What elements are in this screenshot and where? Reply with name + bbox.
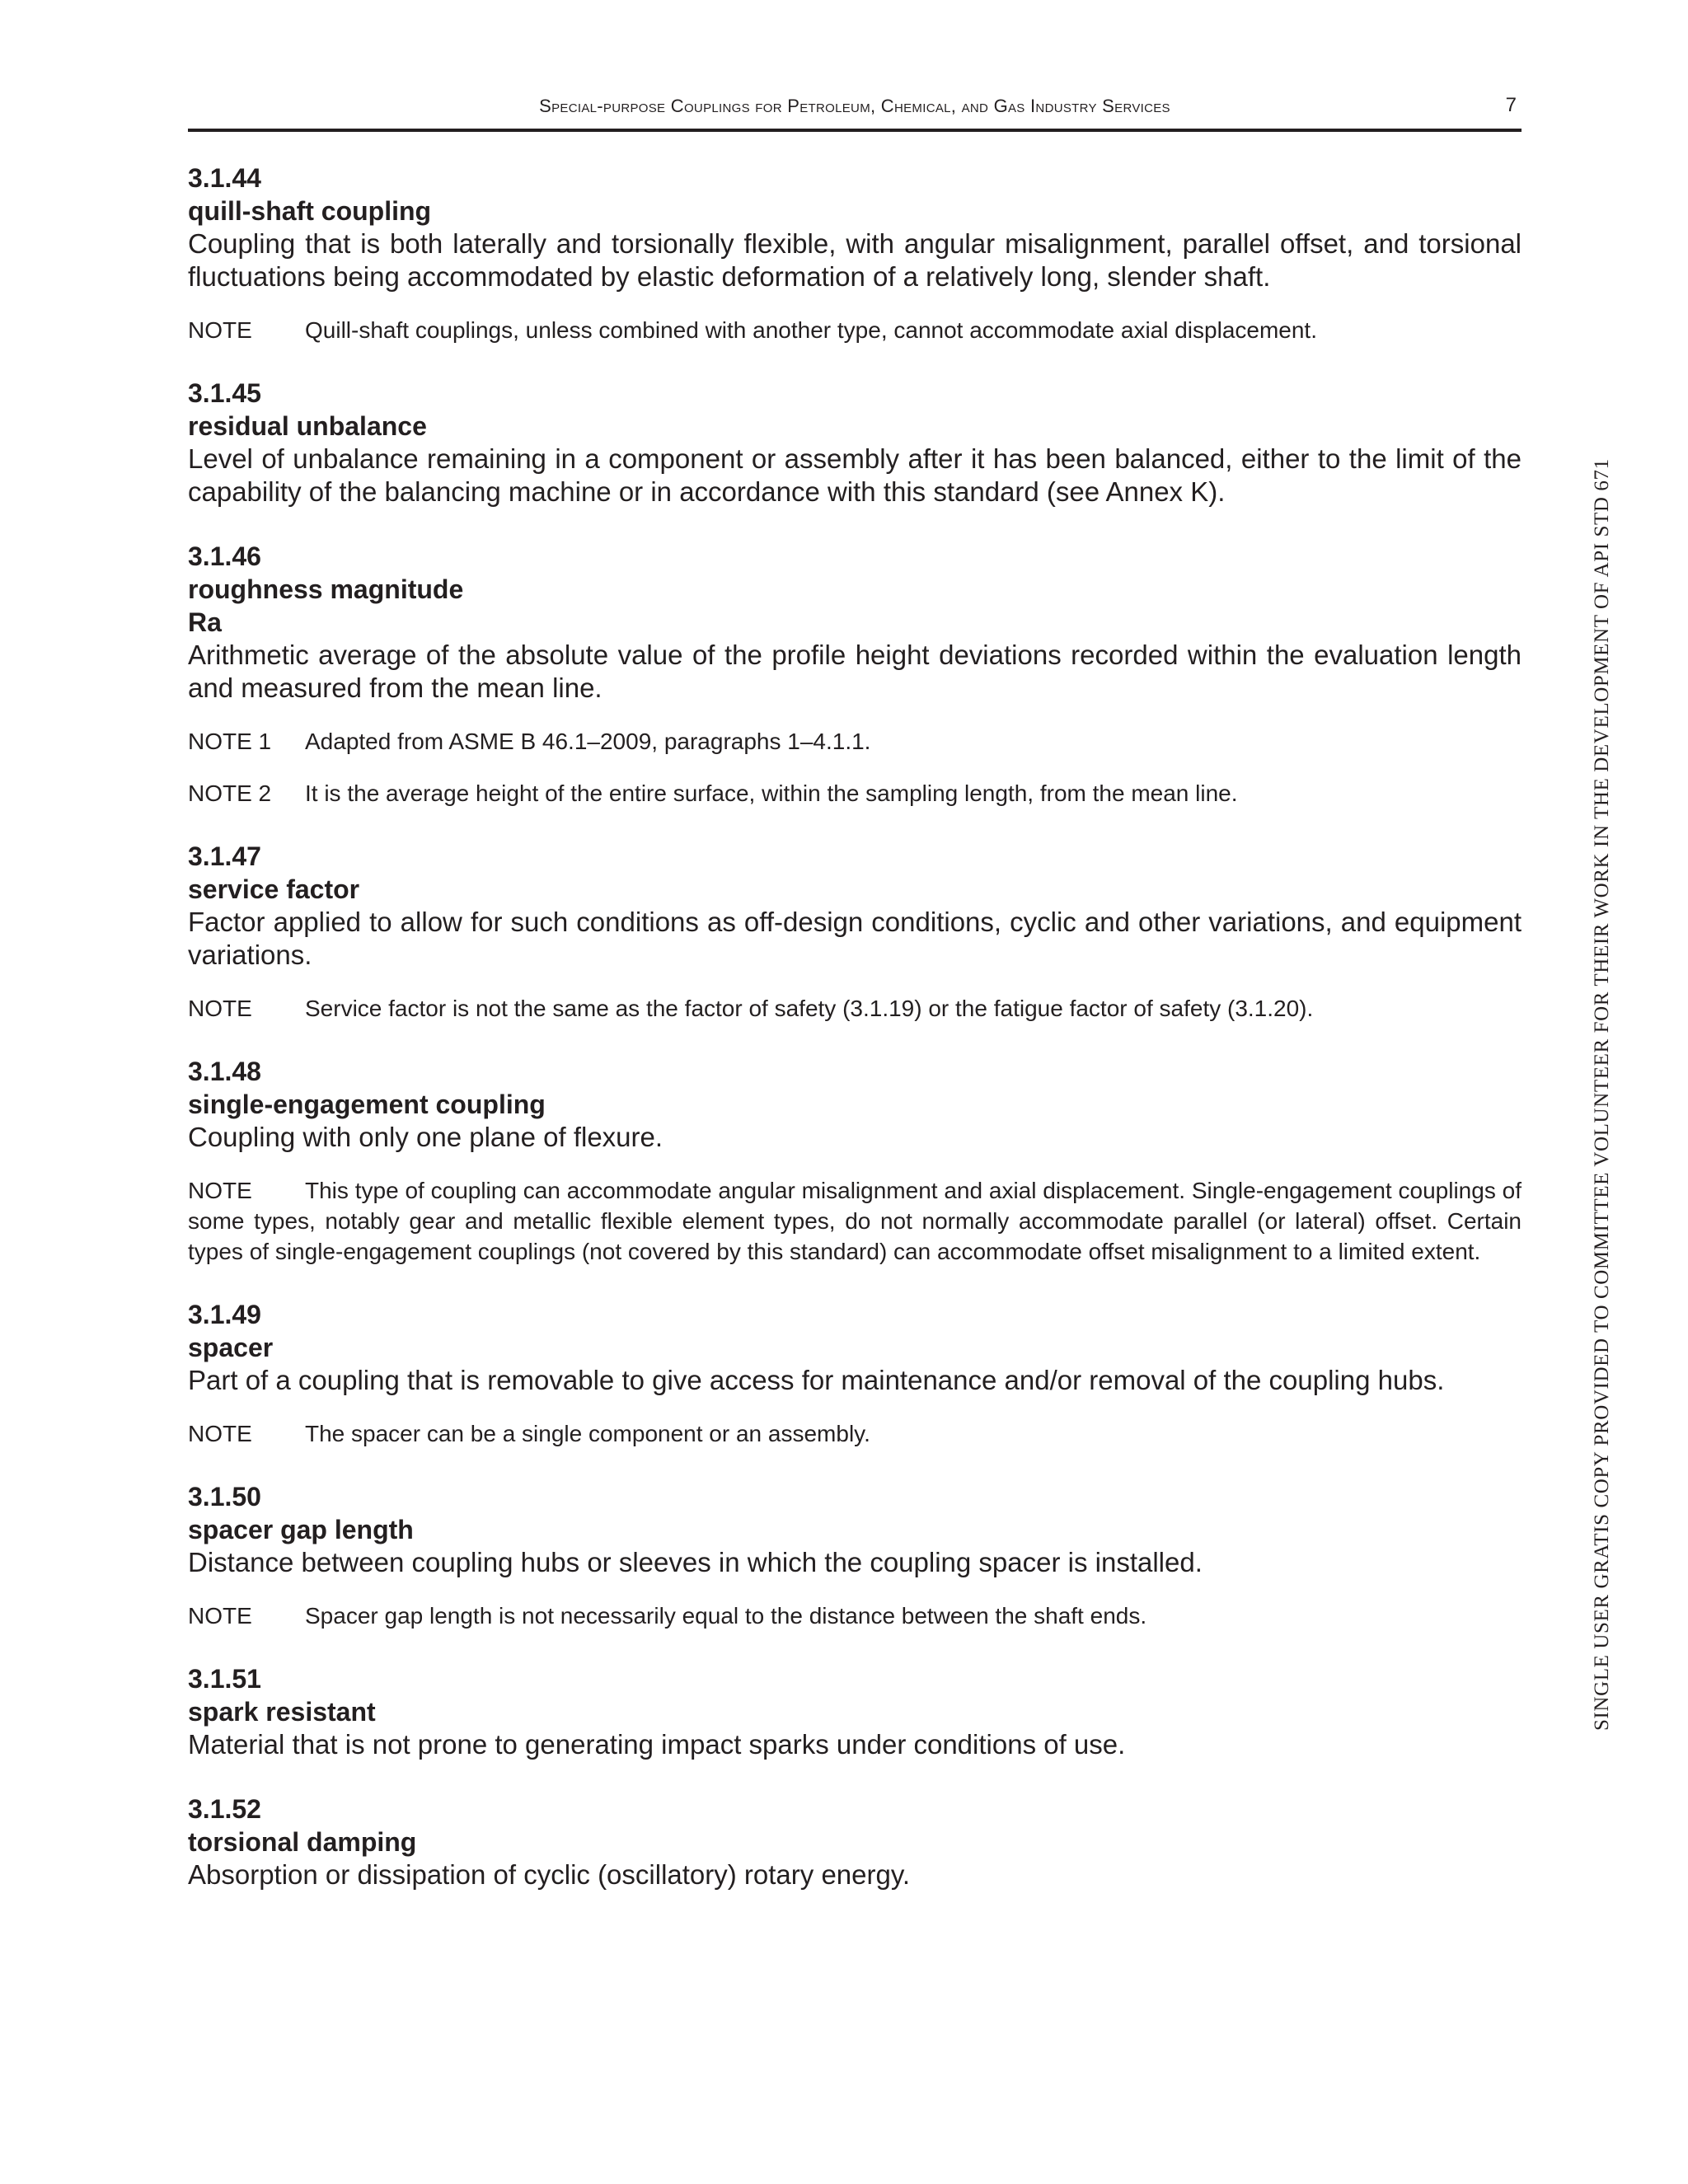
note-label: NOTE 1 bbox=[188, 729, 272, 754]
note-text: This type of coupling can accommodate angular misalignment and axial displacement. Single-engagement couplings of some types, notably gear and metallic flexible element types, do not normally accommodate parallel (or lateral) offset. Certain types of single-engagement couplings (not covered by this standard) can accommodate offset misalignment to a limited extent. bbox=[188, 1178, 1522, 1264]
entry-term: spacer gap length bbox=[188, 1515, 414, 1544]
definition-entry bbox=[188, 377, 1522, 509]
note-text: Adapted from ASME B 46.1–2009, paragraphs 1–4.1.1. bbox=[305, 729, 871, 754]
entry-term: torsional damping bbox=[188, 1827, 417, 1857]
entry-number: 3.1.48 bbox=[188, 1057, 261, 1086]
entry-symbol: Ra bbox=[188, 607, 222, 637]
definition-entry bbox=[188, 1298, 1522, 1449]
running-title: Special-purpose Couplings for Petroleum, Chemical, and Gas Industry Services bbox=[539, 96, 1170, 116]
entry-term: quill-shaft coupling bbox=[188, 196, 432, 226]
entry-term: single-engagement coupling bbox=[188, 1090, 546, 1119]
note-label: NOTE bbox=[188, 1421, 252, 1446]
note bbox=[188, 1418, 1522, 1449]
definition-entry bbox=[188, 1662, 1522, 1761]
entry-definition: Coupling that is both laterally and torsionally flexible, with angular misalignment, parallel offset, and torsional fluctuations being accommodated by elastic deformation of a relatively long, slender shaft. bbox=[188, 228, 1522, 292]
note-text: Spacer gap length is not necessarily equal to the distance between the shaft ends. bbox=[305, 1603, 1147, 1629]
entry-number: 3.1.45 bbox=[188, 378, 261, 408]
entry-term: spark resistant bbox=[188, 1697, 376, 1727]
entry-definition: Absorption or dissipation of cyclic (oscillatory) rotary energy. bbox=[188, 1859, 911, 1890]
note-label: NOTE bbox=[188, 1178, 252, 1203]
entry-term: spacer bbox=[188, 1333, 274, 1362]
entry-term: residual unbalance bbox=[188, 411, 427, 441]
note-label: NOTE 2 bbox=[188, 780, 272, 806]
entry-definition: Material that is not prone to generating impact sparks under conditions of use. bbox=[188, 1729, 1126, 1760]
entry-number: 3.1.51 bbox=[188, 1664, 261, 1694]
note-label: NOTE bbox=[188, 317, 252, 343]
note bbox=[188, 993, 1522, 1024]
entry-definition: Level of unbalance remaining in a component or assembly after it has been balanced, either to the limit of the capability of the balancing machine or in accordance with this standard (see Annex K). bbox=[188, 443, 1522, 507]
definition-entry bbox=[188, 1793, 1522, 1891]
entry-number: 3.1.44 bbox=[188, 163, 261, 193]
entry-term: roughness magnitude bbox=[188, 574, 464, 604]
entry-definition: Distance between coupling hubs or sleeves in which the coupling spacer is installed. bbox=[188, 1547, 1203, 1577]
definition-entry bbox=[188, 1480, 1522, 1631]
entry-definition: Factor applied to allow for such conditions as off-design conditions, cyclic and other variations, and equipment variations. bbox=[188, 907, 1522, 970]
note bbox=[188, 1601, 1522, 1631]
entry-definition: Part of a coupling that is removable to give access for maintenance and/or removal of the coupling hubs. bbox=[188, 1365, 1445, 1395]
entry-term: service factor bbox=[188, 874, 360, 904]
note bbox=[188, 778, 1522, 808]
entry-number: 3.1.47 bbox=[188, 841, 261, 871]
entry-definition: Coupling with only one plane of flexure. bbox=[188, 1122, 663, 1152]
entry-number: 3.1.46 bbox=[188, 541, 261, 571]
definition-entry bbox=[188, 1055, 1522, 1267]
definitions-list bbox=[188, 162, 1522, 1923]
page-number: 7 bbox=[1505, 94, 1517, 116]
entry-number: 3.1.52 bbox=[188, 1794, 261, 1824]
note bbox=[188, 315, 1522, 345]
entry-number: 3.1.49 bbox=[188, 1300, 261, 1329]
page-header bbox=[188, 92, 1522, 132]
note-text: Quill-shaft couplings, unless combined with another type, cannot accommodate axial displacement. bbox=[305, 317, 1317, 343]
entry-definition: Arithmetic average of the absolute value of the profile height deviations recorded within the evaluation length and measured from the mean line. bbox=[188, 640, 1522, 703]
note bbox=[188, 726, 1522, 757]
note-text: Service factor is not the same as the factor of safety (3.1.19) or the fatigue factor of safety (3.1.20). bbox=[305, 996, 1314, 1021]
note-text: It is the average height of the entire surface, within the sampling length, from the mean line. bbox=[305, 780, 1238, 806]
note bbox=[188, 1175, 1522, 1267]
note-label: NOTE bbox=[188, 1603, 252, 1629]
note-text: The spacer can be a single component or an assembly. bbox=[305, 1421, 870, 1446]
entry-number: 3.1.50 bbox=[188, 1482, 261, 1511]
definition-entry bbox=[188, 540, 1522, 808]
definition-entry bbox=[188, 840, 1522, 1024]
definition-entry bbox=[188, 162, 1522, 345]
side-watermark-text: SINGLE USER GRATIS COPY PROVIDED TO COMMITTEE VOLUNTEER FOR THEIR WORK IN THE DEVELOPMENT OF API STD 671 bbox=[1591, 458, 1613, 1731]
note-label: NOTE bbox=[188, 996, 252, 1021]
